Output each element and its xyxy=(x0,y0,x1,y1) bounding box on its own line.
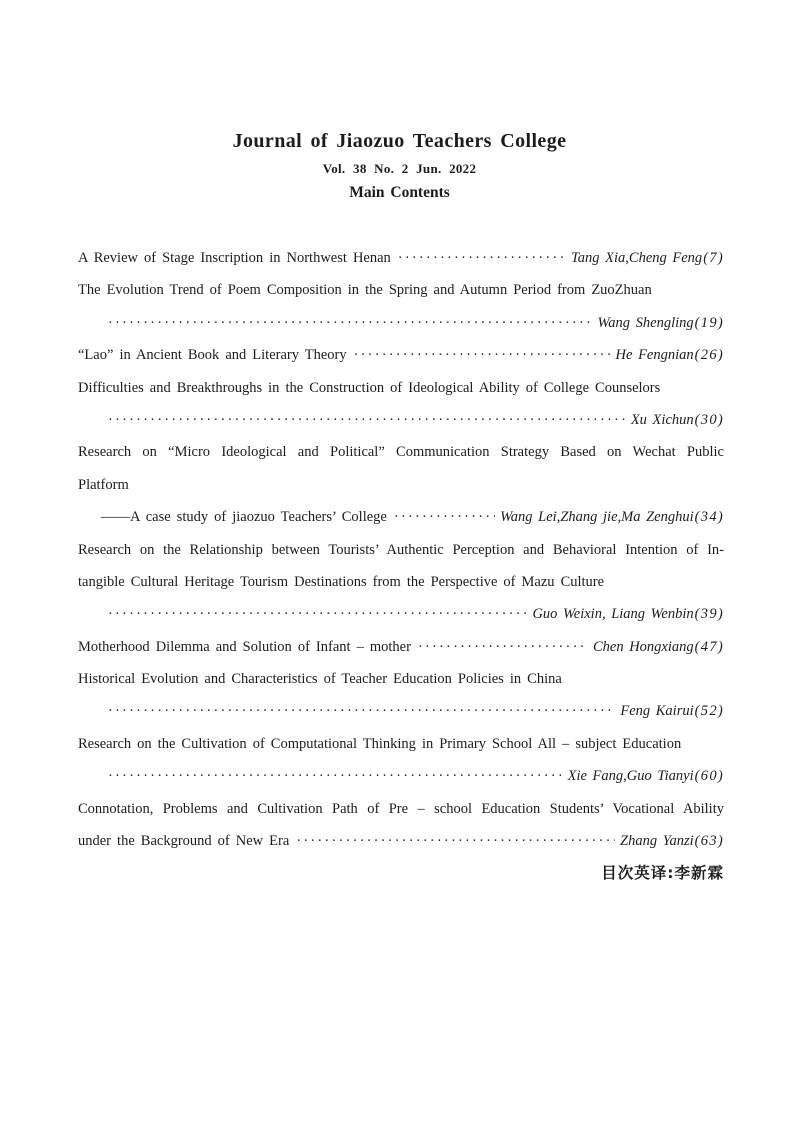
article-title-text: Platform xyxy=(78,476,129,493)
author-names: Feng Kairui xyxy=(620,703,694,720)
author-names: Zhang Yanzi xyxy=(620,833,694,850)
toc-line xyxy=(78,760,724,792)
article-title-text: Difficulties and Breakthroughs in the Construction of Ideological Ability of College Counselors xyxy=(78,379,661,396)
article-title-text: A Review of Stage Inscription in Northwest Henan xyxy=(78,250,391,266)
dot-leader xyxy=(354,339,611,371)
dot-leader xyxy=(108,404,626,436)
dot-leader xyxy=(418,631,588,663)
toc-line xyxy=(78,598,724,630)
toc-line xyxy=(78,695,724,727)
toc-line xyxy=(78,242,724,274)
page-number: (19) xyxy=(694,314,724,331)
toc-line xyxy=(78,631,724,663)
toc-line xyxy=(78,372,724,404)
dot-leader xyxy=(108,307,593,339)
toc-line xyxy=(78,404,724,436)
toc-line xyxy=(78,274,724,306)
toc-line xyxy=(78,307,724,339)
dot-leader xyxy=(398,242,566,274)
toc-line xyxy=(78,436,724,468)
dot-leader xyxy=(108,760,563,792)
toc-line xyxy=(78,663,724,695)
toc-line xyxy=(78,469,724,501)
main-contents-heading: Main Contents xyxy=(349,184,450,201)
toc-line xyxy=(78,501,724,533)
article-title-text: Research on the Cultivation of Computational Thinking in Primary School All – subject Education xyxy=(78,735,682,752)
author-names: Guo Weixin, Liang Wenbin xyxy=(532,606,694,623)
author-names: Wang Lei,Zhang jie,Ma Zenghui xyxy=(500,509,694,526)
journal-title: Journal of Jiaozuo Teachers College xyxy=(232,130,567,152)
page-number: (26) xyxy=(694,347,724,364)
page-number: (63) xyxy=(694,833,724,850)
author-names: Xie Fang,Guo Tianyi xyxy=(567,768,694,785)
table-of-contents xyxy=(78,242,724,890)
toc-line xyxy=(78,793,724,825)
dot-leader xyxy=(108,695,615,727)
translator-credit: 目次英译:李新霖 xyxy=(601,864,724,883)
author-names: Xu Xichun xyxy=(630,411,694,428)
toc-line xyxy=(78,566,724,598)
toc-line xyxy=(78,339,724,371)
author-names: He Fengnian xyxy=(615,347,694,364)
page-number: (7) xyxy=(703,250,724,266)
article-title-text: Research on the Relationship between Tourists’ Authentic Perception and Behavioral Intention of In- xyxy=(78,541,724,558)
article-title-text: Historical Evolution and Characteristics of Teacher Education Policies in China xyxy=(78,671,562,688)
page-number: (30) xyxy=(694,411,724,428)
author-names: Chen Hongxiang xyxy=(592,638,694,655)
article-subtitle-text: ——A case study of jiaozuo Teachers’ College xyxy=(101,509,387,526)
article-title-text: Connotation, Problems and Cultivation Path of Pre – school Education Students’ Vocational Ability xyxy=(78,800,724,817)
page-number: (60) xyxy=(694,768,724,785)
toc-line xyxy=(78,728,724,760)
article-title-text: The Evolution Trend of Poem Composition in the Spring and Autumn Period from ZuoZhuan xyxy=(78,282,652,299)
article-title-text: Research on “Micro Ideological and Political” Communication Strategy Based on Wechat Public xyxy=(78,444,724,461)
article-title-text: tangible Cultural Heritage Tourism Destinations from the Perspective of Mazu Culture xyxy=(78,573,605,590)
page-number: (39) xyxy=(694,606,724,623)
article-title-text: “Lao” in Ancient Book and Literary Theory xyxy=(78,347,347,364)
page-number: (52) xyxy=(694,703,724,720)
article-title-text: Motherhood Dilemma and Solution of Infant – mother xyxy=(78,638,411,655)
author-names: Tang Xia,Cheng Feng xyxy=(571,250,703,266)
toc-line xyxy=(78,825,724,857)
article-title-text: under the Background of New Era xyxy=(78,833,290,850)
author-names: Wang Shengling xyxy=(597,314,694,331)
dot-leader xyxy=(108,598,527,630)
toc-line xyxy=(78,534,724,566)
dot-leader xyxy=(394,501,495,533)
page-number: (34) xyxy=(694,509,724,526)
page-number: (47) xyxy=(694,638,724,655)
volume-issue-date: Vol. 38 No. 2 Jun. 2022 xyxy=(322,161,477,176)
dot-leader xyxy=(296,825,615,857)
